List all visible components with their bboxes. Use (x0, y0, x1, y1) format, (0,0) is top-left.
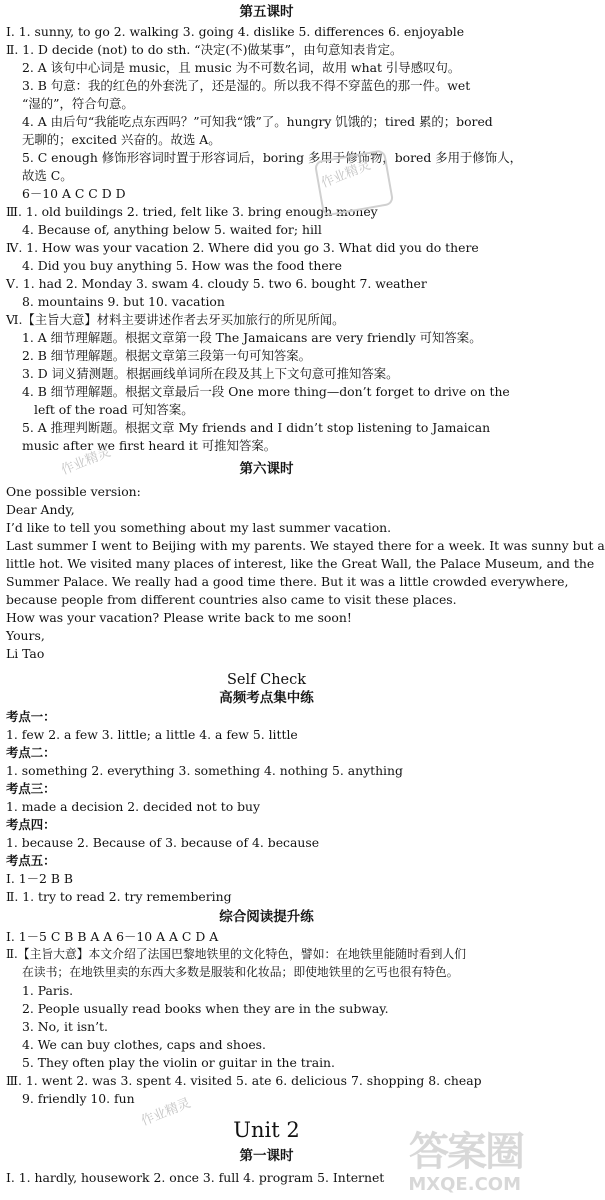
section-heading: Self Check (226, 672, 307, 688)
text-line: Ⅴ. 1. had 2. Monday 3. swam 4. cloudy 5. two 6. bought 7. weather (6, 276, 427, 291)
text-line: Ⅵ.【主旨大意】材料主要讲述作者去牙买加旅行的所见所闻。 (6, 312, 345, 327)
text-line: Dear Andy, (6, 502, 75, 517)
text-line: 4. A 由后句“我能吃点东西吗？”可知我“饿”了。hungry 饥饿的；tired 累的；bored (22, 114, 493, 129)
text-line: Ⅲ. 1. went 2. was 3. spent 4. visited 5. ate 6. delicious 7. shopping 8. cheap (6, 1073, 482, 1088)
text-line: Ⅱ. 1. D decide (not) to do sth. “决定(不)做某事”，由句意知表肯定。 (6, 42, 403, 57)
text-line: 5. They often play the violin or guitar in the train. (22, 1055, 335, 1070)
text-line: music after we first heard it 可推知答案。 (22, 438, 277, 453)
text-line: Ⅰ. 1. sunny, to go 2. walking 3. going 4. dislike 5. differences 6. enjoyable (6, 24, 465, 39)
section-heading: Unit 2 (233, 1118, 300, 1142)
section-heading: 高频考点集中练 (219, 690, 314, 706)
text-line: 2. People usually read books when they are in the subway. (22, 1001, 389, 1016)
site-logo-mark: 答案圈 (409, 1129, 523, 1175)
section-heading: 综合阅读提升练 (219, 909, 314, 925)
text-line: 1. something 2. everything 3. something 4. nothing 5. anything (6, 763, 403, 778)
text-line: 2. A 该句中心词是 music，且 music 为不可数名词，故用 what 引导感叹句。 (22, 60, 461, 75)
text-line: 3. B 句意：我的红色的外套洗了，还是湿的。所以我不得不穿蓝色的那一件。wet (22, 78, 471, 93)
text-line: 故选 C。 (22, 168, 73, 183)
text-line: 考点三： (6, 781, 56, 796)
text-line: 4. Because of, anything below 5. waited for; hill (22, 222, 322, 237)
section-heading: 第一课时 (239, 1148, 294, 1164)
text-line: 考点二： (6, 745, 56, 760)
text-line: 1. made a decision 2. decided not to buy (6, 799, 261, 814)
text-line: 5. C enough 修饰形容词时置于形容词后，boring 多用于修饰物，bored 多用于修饰人， (22, 150, 522, 165)
text-line: Yours, (6, 628, 45, 643)
watermark-text: 作业精灵 (59, 444, 113, 479)
text-line: because people from different countries also came to visit these places. (6, 592, 457, 607)
text-line: 考点四： (6, 817, 56, 832)
text-line: Ⅱ.【主旨大意】本文介绍了法国巴黎地铁里的文化特色，譬如：在地铁里能随时看到人们 (6, 947, 467, 961)
watermark-text: 作业精灵 (139, 1095, 193, 1130)
text-line: 考点五： (6, 853, 56, 868)
text-line: Ⅲ. 1. old buildings 2. tried, felt like 3. bring enough money (6, 204, 378, 219)
text-line: 1. because 2. Because of 3. because of 4. because (6, 835, 320, 850)
text-line: 3. No, it isn’t. (22, 1019, 108, 1034)
text-line: 3. D 词义猜测题。根据画线单词所在段及其上下文句意可推知答案。 (22, 366, 399, 381)
section-heading: 第六课时 (239, 461, 294, 477)
text-line: I’d like to tell you something about my last summer vacation. (6, 520, 392, 535)
text-line: “湿的”，符合句意。 (22, 96, 134, 111)
text-line: 无聊的；excited 兴奋的。故选 A。 (22, 132, 221, 147)
text-line: left of the road 可知答案。 (34, 402, 194, 417)
text-line: Ⅳ. 1. How was your vacation 2. Where did you go 3. What did you do there (6, 240, 479, 255)
text-line: Summer Palace. We really had a good time there. But it was a little crowded everywhere, (6, 574, 569, 589)
text-line: 5. A 推理判断题。根据文章 My friends and I didn’t stop listening to Jamaican (22, 420, 491, 435)
text-line: 9. friendly 10. fun (22, 1091, 135, 1106)
site-logo-url: MXQE.COM (408, 1174, 521, 1195)
text-line: 8. mountains 9. but 10. vacation (22, 294, 225, 309)
site-logo (391, 1129, 527, 1196)
text-line: Last summer I went to Beijing with my parents. We stayed there for a week. It was sunny but a (6, 538, 605, 553)
text-line: Ⅰ. 1. hardly, housework 2. once 3. full 4. program 5. Internet (6, 1170, 385, 1185)
text-line: 2. B 细节理解题。根据文章第三段第一句可知答案。 (22, 348, 312, 363)
section-heading: 第五课时 (239, 4, 294, 20)
text-line: 1. Paris. (22, 983, 74, 998)
text-line: 6－10 A C C D D (22, 186, 126, 201)
text-line: One possible version: (6, 484, 141, 499)
text-line: 4. Did you buy anything 5. How was the food there (22, 258, 342, 273)
text-line: Ⅰ. 1－5 C B B A A 6－10 A A C D A (6, 929, 219, 944)
text-line: Li Tao (6, 646, 45, 661)
text-line: Ⅱ. 1. try to read 2. try remembering (6, 889, 232, 904)
text-line: 1. few 2. a few 3. little; a little 4. a few 5. little (6, 727, 298, 742)
text-line: little hot. We visited many places of interest, like the Great Wall, the Palace Museum, and the (6, 556, 595, 571)
text-line: 4. B 细节理解题。根据文章最后一段 One more thing—don’t forget to drive on the (22, 384, 510, 399)
text-line: 在读书；在地铁里卖的东西大多数是服装和化妆品；即使地铁里的乞丐也很有特色。 (22, 965, 459, 979)
text-line: 4. We can buy clothes, caps and shoes. (22, 1037, 266, 1052)
text-line: 1. A 细节理解题。根据文章第一段 The Jamaicans are very friendly 可知答案。 (22, 330, 482, 345)
watermark-text: 作业精灵 (319, 157, 373, 192)
text-line: How was your vacation? Please write back to me soon! (6, 610, 352, 625)
text-line: 考点一： (6, 709, 56, 724)
text-line: Ⅰ. 1－2 B B (6, 871, 74, 886)
